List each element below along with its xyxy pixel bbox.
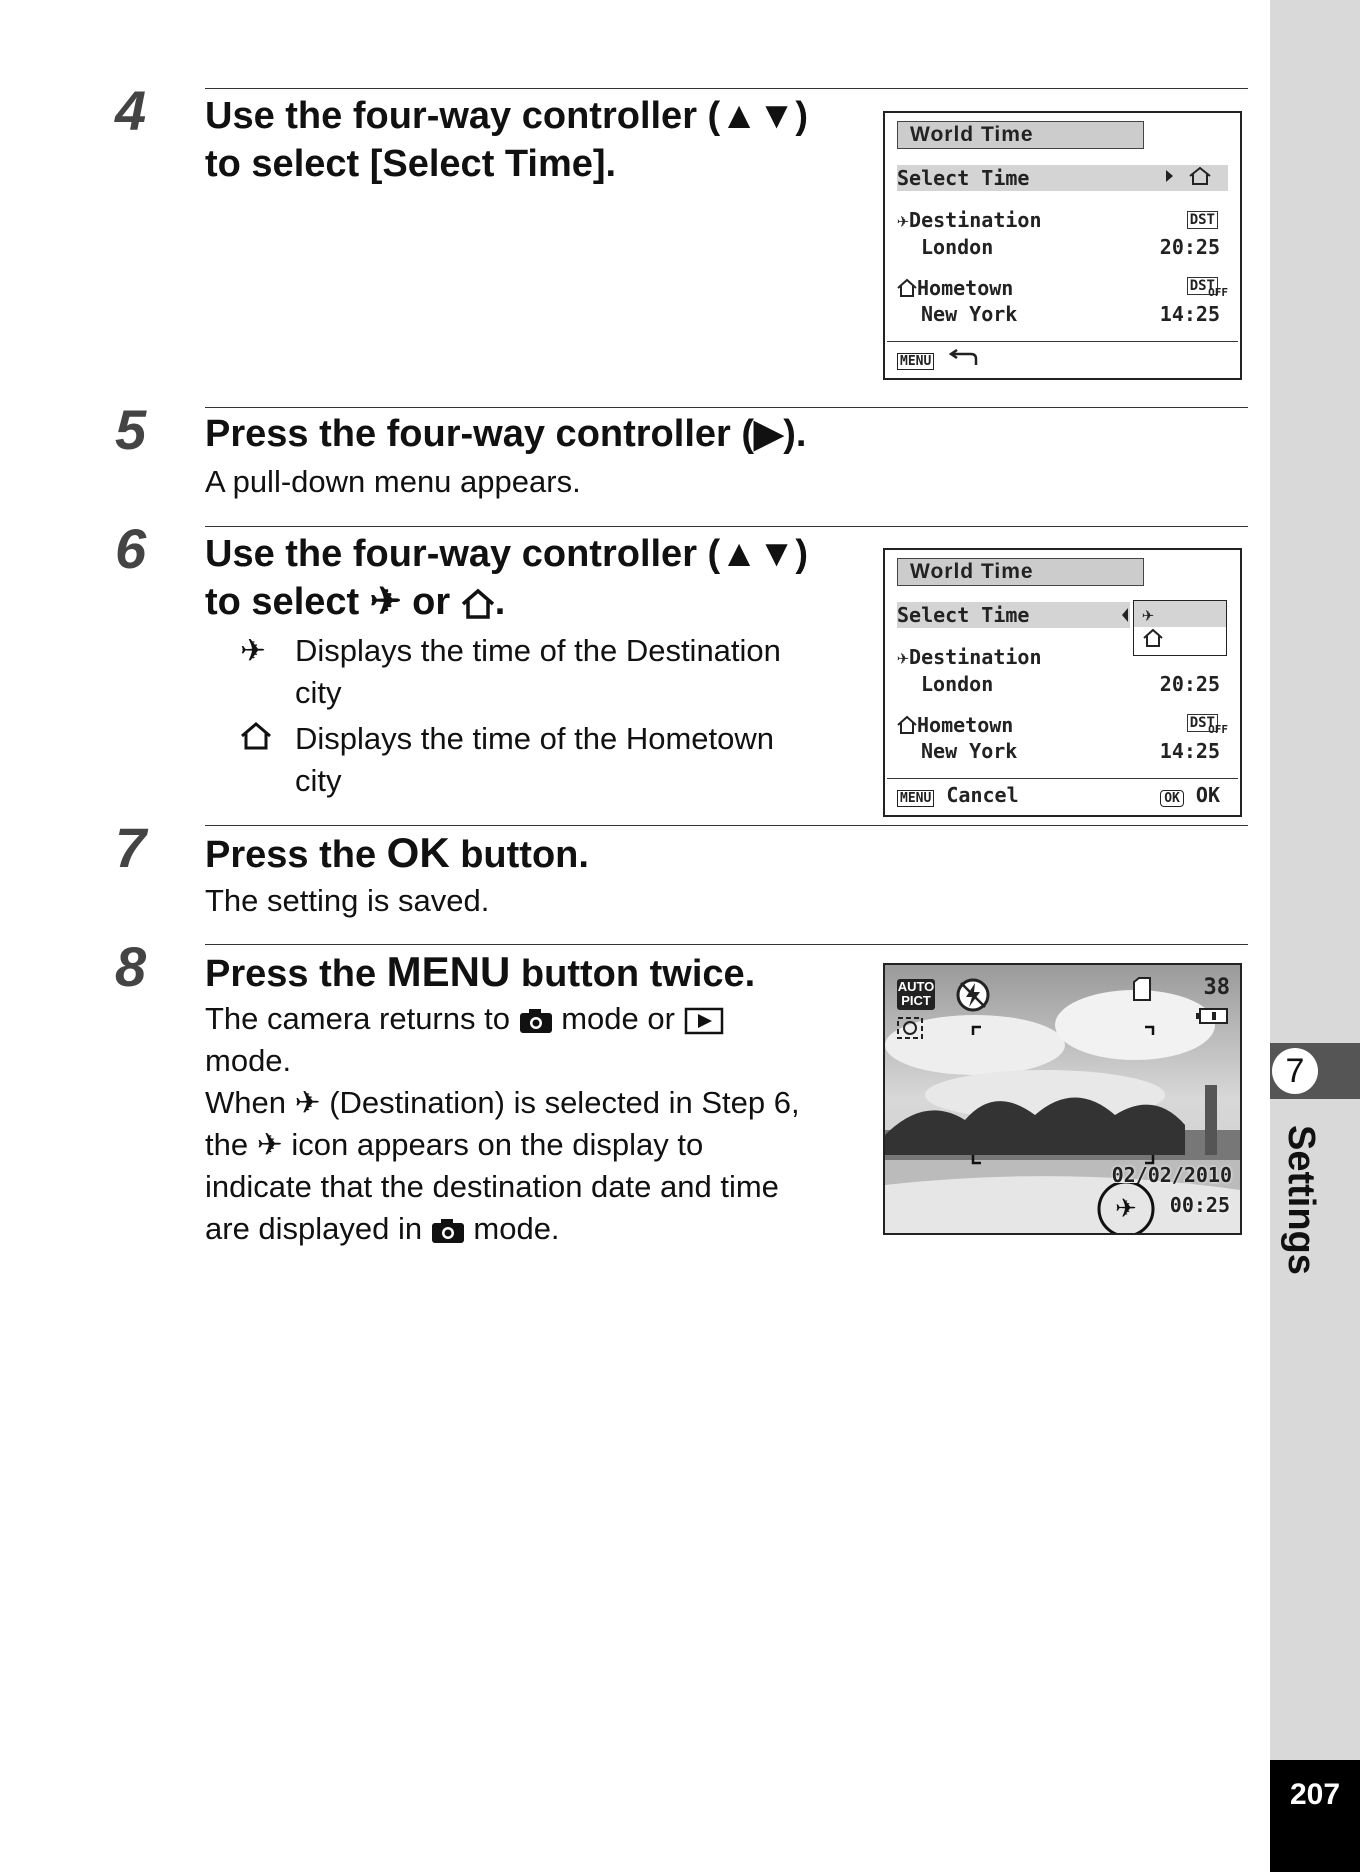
body-line [205, 998, 800, 1040]
body-text: the [205, 1127, 249, 1162]
destination-bullet [295, 630, 781, 714]
capture-screen [883, 963, 1242, 1235]
destination-time: 20:25 [1159, 672, 1220, 696]
dst-badge: DST [1187, 714, 1218, 732]
step-divider [205, 944, 1248, 945]
body-text: When [205, 1085, 286, 1120]
bullet-text: Displays the time of the Hometown [295, 721, 774, 756]
step-divider [205, 407, 1248, 408]
heading-line: to select [Select Time]. [205, 143, 617, 185]
screen-footer [897, 782, 1228, 808]
step5-body: A pull-down menu appears. [205, 464, 581, 499]
plane-icon: ✈ [369, 581, 402, 623]
menu-key: MENU [897, 790, 934, 807]
dst-badge: DST [1187, 211, 1218, 229]
hometown-city-row [897, 738, 1228, 764]
mode-label: PICT [901, 993, 931, 1008]
hometown-row [897, 712, 1228, 738]
hometown-row [897, 275, 1228, 301]
heading-text: to select [205, 581, 360, 623]
bullet-text: city [295, 675, 342, 710]
destination-time: 20:25 [1159, 235, 1220, 259]
playback-icon [684, 1007, 724, 1035]
screen-title: World Time [897, 121, 1144, 149]
hometown-label: Hometown [917, 276, 1014, 300]
body-line: mode. [205, 1043, 292, 1078]
step-divider [205, 825, 1248, 826]
menu-button-label: MENU [386, 948, 511, 995]
destination-city: London [921, 235, 994, 259]
plane-icon: ✈ [294, 1085, 321, 1120]
body-text: mode. [473, 1211, 560, 1246]
plane-icon: ✈ [897, 645, 910, 669]
plane-icon: ✈ [1142, 602, 1155, 626]
home-icon [897, 278, 917, 298]
pulldown-option-destination[interactable] [1134, 601, 1226, 627]
heading-text: or [412, 581, 451, 623]
destination-city-row [897, 671, 1228, 697]
time-display: 00:25 [1169, 1193, 1230, 1217]
step-divider [205, 526, 1248, 527]
ok-label: OK [1195, 783, 1220, 807]
select-time-value [1160, 165, 1220, 193]
heading-text: Press the [205, 953, 377, 995]
body-text: The camera returns to [205, 1001, 510, 1036]
home-icon [240, 720, 272, 763]
plane-icon: ✈ [240, 633, 266, 668]
heading-text: Press the [205, 834, 377, 876]
bullet-text: Displays the time of the Destination [295, 633, 781, 668]
step8-body [205, 998, 800, 1250]
step7-body: The setting is saved. [205, 883, 490, 918]
body-line: indicate that the destination date and time [205, 1169, 779, 1204]
heading-line: Use the four-way controller (▲▼) [205, 533, 809, 575]
ok-button-label: OK [386, 829, 450, 876]
ok-key: OK [1160, 790, 1184, 807]
body-line [205, 1082, 800, 1124]
hometown-bullet [295, 718, 774, 802]
screen-separator [887, 778, 1238, 779]
home-icon [461, 588, 495, 620]
page-number: 207 [1270, 1760, 1360, 1872]
step5-heading: Press the four-way controller (▶). [205, 413, 807, 455]
step-number: 6 [115, 517, 147, 580]
bullet-text: city [295, 763, 342, 798]
select-time-row [897, 602, 1130, 628]
right-arrow-home-icon [1160, 165, 1220, 187]
world-time-pulldown-screen [883, 548, 1242, 817]
home-icon [240, 720, 272, 752]
destination-city-row [897, 234, 1228, 260]
hometown-time: 14:25 [1159, 739, 1220, 763]
destination-label: Destination [909, 645, 1042, 669]
step-number: 4 [115, 79, 147, 142]
body-line [205, 1208, 800, 1250]
dst-badge: DST [1187, 277, 1218, 295]
body-text: are displayed in [205, 1211, 423, 1246]
step8-heading [205, 948, 755, 998]
heading-text: button. [460, 834, 589, 876]
destination-label: Destination [909, 208, 1042, 232]
dst-off-label: OFF [1208, 723, 1228, 736]
hometown-city-row [897, 301, 1228, 327]
plane-icon: ✈ [256, 1127, 283, 1162]
home-icon [1142, 627, 1164, 649]
screen-footer [897, 345, 1228, 371]
hometown-city: New York [921, 739, 1018, 763]
step4-heading [205, 92, 808, 188]
step7-heading [205, 829, 589, 879]
destination-row [897, 207, 1228, 233]
home-icon [897, 715, 917, 735]
select-time-label: Select Time [897, 603, 1030, 627]
cancel-label: Cancel [946, 783, 1019, 807]
destination-row [897, 644, 1120, 670]
body-line [205, 1124, 800, 1166]
chapter-number: 7 [1272, 1048, 1318, 1094]
body-text: mode or [561, 1001, 675, 1036]
step-number: 8 [115, 935, 147, 998]
hometown-label: Hometown [917, 713, 1014, 737]
body-text: (Destination) is selected in Step 6, [329, 1085, 800, 1120]
mode-label: AUTO [897, 979, 935, 994]
camera-icon [431, 1218, 465, 1244]
left-arrow-icon [1120, 605, 1130, 625]
step-number: 7 [115, 816, 147, 879]
heading-line [205, 578, 808, 626]
select-time-row [897, 165, 1228, 191]
screen-separator [887, 341, 1238, 342]
camera-icon [519, 1008, 553, 1034]
destination-city: London [921, 672, 994, 696]
step6-heading [205, 530, 808, 626]
heading-text: button twice. [520, 953, 756, 995]
pulldown-menu[interactable] [1133, 600, 1227, 656]
menu-key: MENU [897, 353, 934, 370]
plane-icon: ✈ [897, 208, 910, 232]
heading-text: . [494, 581, 506, 623]
hometown-time: 14:25 [1159, 302, 1220, 326]
step-divider [205, 88, 1248, 89]
heading-line: Use the four-way controller (▲▼) [205, 95, 809, 137]
remaining-shots: 38 [1203, 975, 1230, 1000]
step-number: 5 [115, 398, 147, 461]
body-text: icon appears on the display to [291, 1127, 704, 1162]
world-time-screen [883, 111, 1242, 380]
hometown-city: New York [921, 302, 1018, 326]
pulldown-option-hometown[interactable] [1134, 627, 1226, 653]
chapter-label: Settings [1280, 1125, 1322, 1275]
return-icon [946, 349, 980, 369]
plane-icon: ✈ [1115, 1193, 1137, 1223]
ok-control [1160, 782, 1220, 808]
select-time-label: Select Time [897, 166, 1030, 190]
chapter-sidebar [1270, 0, 1360, 1872]
screen-title: World Time [897, 558, 1144, 586]
dst-off-label: OFF [1208, 286, 1228, 299]
date-display: 02/02/2010 [1111, 1163, 1232, 1187]
